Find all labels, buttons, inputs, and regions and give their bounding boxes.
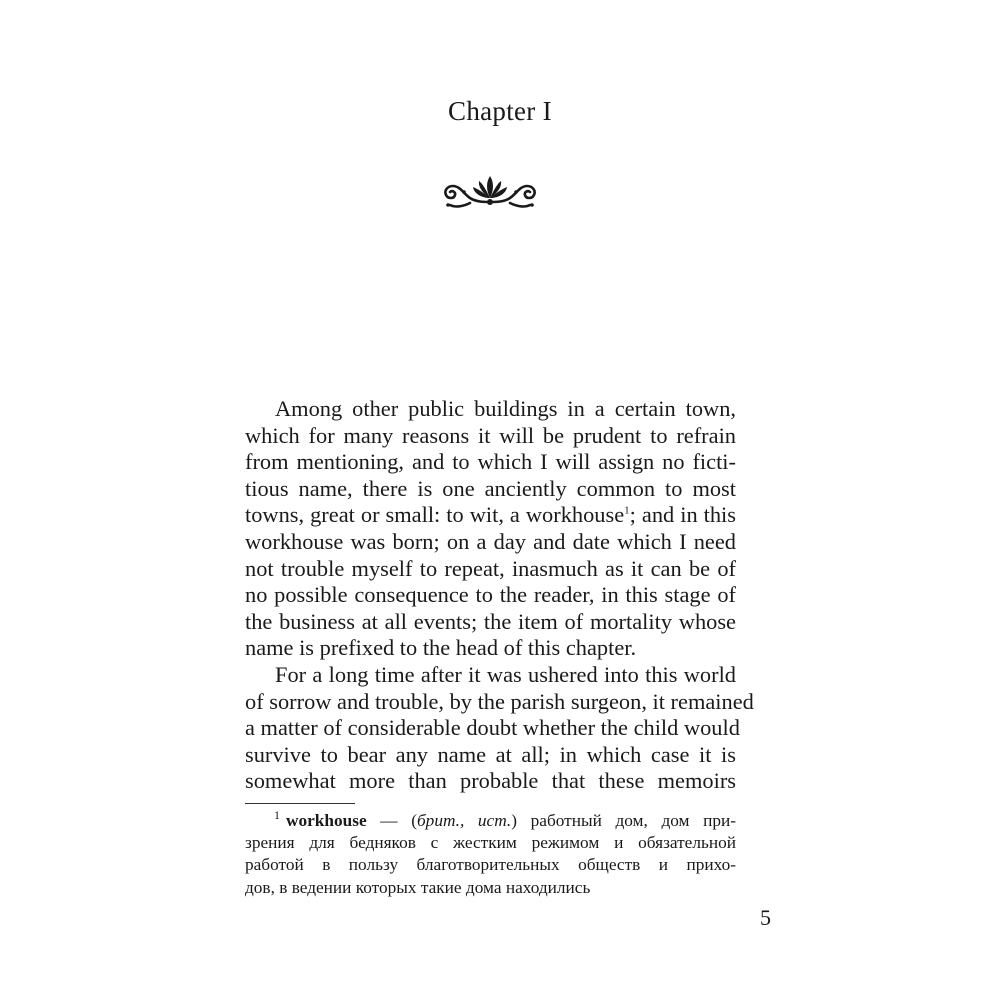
footnote-line: зрения для бедняков с жестким режимом и обязательной: [245, 833, 736, 853]
text-fragment: ; and in this: [629, 502, 736, 528]
paragraph-2: [245, 661, 754, 795]
footnote-reference[interactable]: 1: [624, 504, 630, 517]
text-line-with-footnote: [245, 502, 736, 529]
text-line: which for many reasons it will be prudent to refrain: [245, 422, 736, 448]
fleuron-ornament-icon: [440, 172, 540, 212]
text-fragment: towns, great or small: to wit, a workhouse: [245, 502, 625, 528]
text-line: a matter of considerable doubt whether the child would: [245, 715, 740, 741]
text-line: the business at all events; the item of mortality whose: [245, 608, 736, 634]
footnote: [245, 810, 736, 899]
text-line: of sorrow and trouble, by the parish surgeon, it remained: [245, 688, 754, 714]
page-number: 5: [760, 905, 771, 930]
text-line: from mentioning, and to which I will assign no ficti-: [245, 449, 736, 475]
footnote-term: workhouse: [286, 811, 367, 830]
footnote-divider: [245, 803, 355, 804]
footnote-line: работой в пользу благотворительных обществ и прихо-: [245, 855, 736, 875]
text-line: survive to bear any name at all; in which case it is: [245, 741, 736, 767]
chapter-title: Chapter I: [448, 96, 552, 126]
chapter-body-text: [245, 396, 754, 795]
footnote-text: работный дом, дом при-: [517, 811, 737, 830]
text-line: no possible consequence to the reader, in this stage of: [245, 582, 736, 608]
text-line: workhouse was born; on a day and date which I need: [245, 528, 736, 554]
text-line: not trouble myself to repeat, inasmuch as it can be of: [245, 555, 736, 581]
footnote-gloss: брит., ист.: [416, 811, 512, 830]
footnote-close: ): [511, 811, 518, 830]
text-line: tious name, there is one anciently common to most: [245, 475, 736, 501]
text-line: Among other public buildings in a certain town,: [275, 396, 736, 421]
footnote-line: [245, 810, 736, 832]
paragraph-1: [245, 396, 736, 662]
footnote-dash: — (: [366, 811, 417, 830]
text-line: name is prefixed to the head of this chapter.: [245, 635, 637, 661]
footnote-number: 1: [274, 808, 280, 823]
footnote-line: дов, в ведении которых такие дома находились: [245, 877, 591, 897]
text-line: somewhat more than probable that these memoirs: [245, 768, 736, 794]
text-line: For a long time after it was ushered into this world: [275, 661, 736, 687]
